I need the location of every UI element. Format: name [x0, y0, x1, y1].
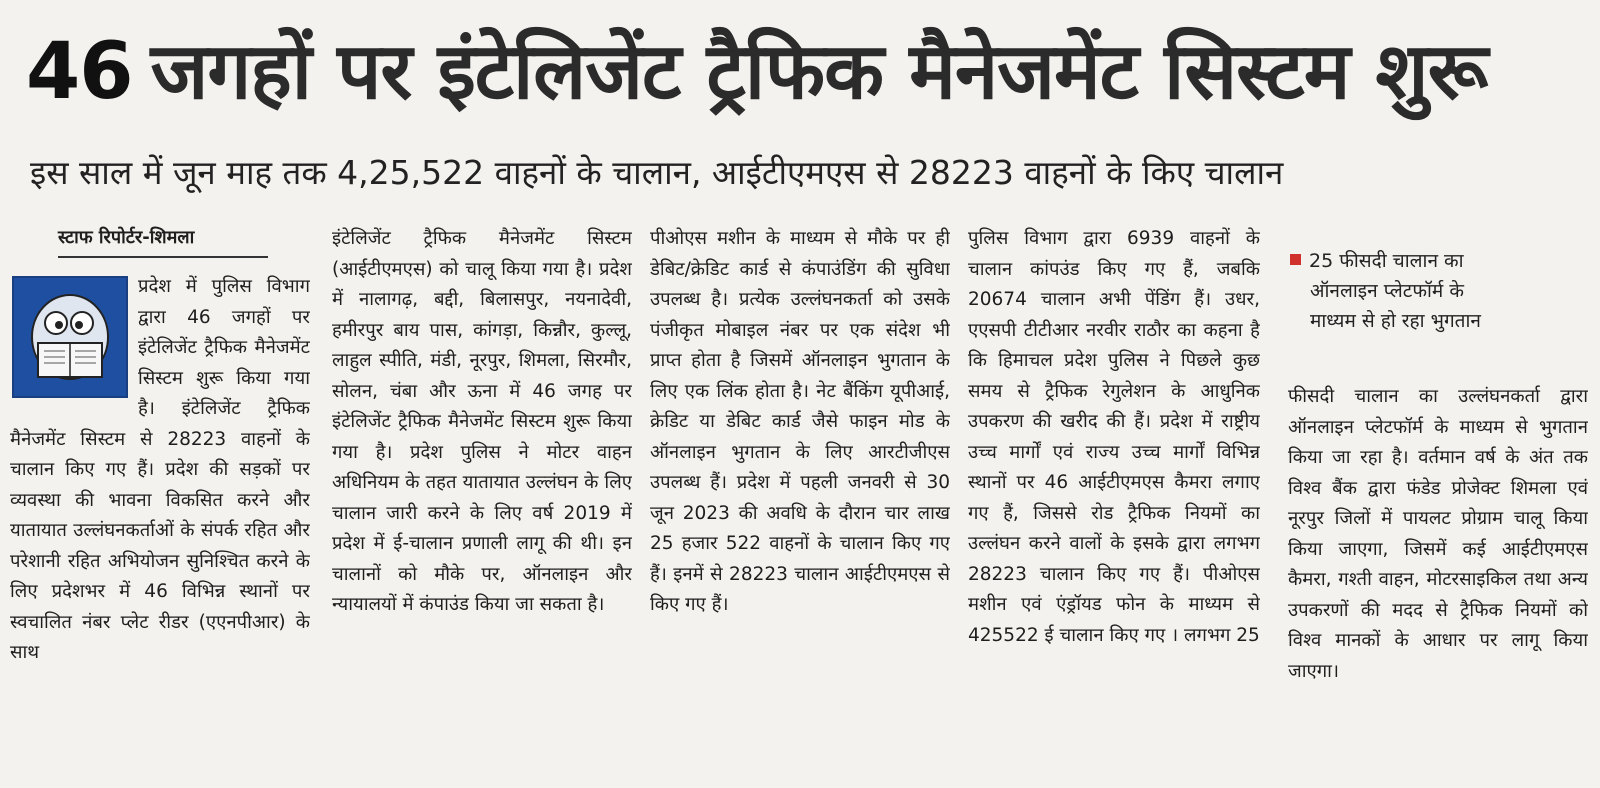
pull-quote-line-1 — [1290, 246, 1590, 276]
pull-quote — [1290, 246, 1590, 366]
byline: स्टाफ रिपोर्टर-शिमला — [58, 224, 268, 258]
pull-quote-line-2: ऑनलाइन प्लेटफॉर्म के — [1310, 280, 1464, 302]
mascot-graphic — [20, 285, 120, 389]
headline-text: जगहों पर इंटेलिजेंट ट्रैफिक मैनेजमेंट सिस्टम शुरू — [150, 27, 1488, 117]
headline — [26, 22, 1586, 132]
red-bullet-icon — [1290, 254, 1301, 265]
article-column-2: इंटेलिजेंट ट्रैफिक मैनेजमेंट सिस्टम (आईटीएमएस) को चालू किया गया है। प्रदेश में नालागढ़, बद्दी, बिलासपुर, नयनादेवी, हमीरपुर बाय पास, कांगड़ा, किन्नौर, कुल्लू, लाहुल स्पीति, मंडी, नूरपुर, शिमला, सिरमौर, सोलन, चंबा और ऊना में 46 जगह पर इंटेलिजेंट ट्रैफिक मैनेजमेंट सिस्टम शुरू किया गया है। प्रदेश पुलिस ने मोटर वाहन अधिनियम के तहत यातायात उल्लंघन के लिए चालान जारी करने के लिए वर्ष 2019 में प्रदेश में ई-चालान प्रणाली लागू की थी। इन चालानों को मौके पर, ऑनलाइन और न्यायालयों में कंपाउंड किया जा सकता है। — [332, 228, 632, 615]
column-1-text: प्रदेश में पुलिस विभाग द्वारा 46 जगहों पर इंटेलिजेंट ट्रैफिक मैनेजमेंट सिस्टम शुरू किया गया है। इंटेलिजेंट ट्रैफिक मैनेजमेंट सिस्टम से 28223 वाहनों के चालान किए गए हैं। प्रदेश की सड़कों पर व्यवस्था की भावना विकसित करने और यातायात उल्लंघनकर्ताओं के संपर्क रहित और परेशानी रहित अभियोजन सुनिश्चित करने के लिए प्रदेशभर में 46 विभिन्न स्थानों पर स्वचालित नंबर प्लेट रीडर (एएनपीआर) के साथ — [10, 276, 310, 663]
reading-newspaper-icon — [12, 276, 128, 398]
headline-number: 46 — [26, 27, 133, 117]
article-column-4: पुलिस विभाग द्वारा 6939 वाहनों के चालान कांपउंड किए गए हैं, जबकि 20674 चालान अभी पेंडिंग हैं। उधर, एएसपी टीटीआर नरवीर राठौर का कहना है कि हिमाचल प्रदेश पुलिस ने पिछले कुछ समय से ट्रैफिक रेगुलेशन के आधुनिक उपकरण की खरीद की हैं। प्रदेश में राष्ट्रीय उच्च मार्गों एवं राज्य उच्च मार्गों विभिन्न स्थानों पर 46 आईटीएमएस कैमरा लगाए गए हैं, जिससे रोड ट्रैफिक नियमों का उल्लंघन करने वालों के इसके द्वारा लगभग 28223 चालान किए गए हैं। पीओएस मशीन एवं एंड्रॉयड फोन के माध्यम से 425522 ई चालान किए गए । लगभग 25 — [968, 228, 1260, 646]
article-column-5: फीसदी चालान का उल्लंघनकर्ता द्वारा ऑनलाइन प्लेटफॉर्म के माध्यम से भुगतान किया जा रहा है। वर्तमान वर्ष के अंत तक विश्व बैंक द्वारा फंडेड प्रोजेक्ट शिमला एवं नूरपुर जिलों में पायलट प्रोग्राम चालू किया किया जाएगा, जिसमें कई आईटीएमएस कैमरा, गश्ती वाहन, मोटरसाइकिल तथा अन्य उपकरणों की मदद से ट्रैफिक नियमों को विश्व मानकों के आधार पर लागू किया जाएगा। — [1288, 386, 1588, 682]
article-column-1 — [10, 218, 310, 778]
subheadline: इस साल में जून माह तक 4,25,522 वाहनों के चालान, आईटीएमएस से 28223 वाहनों के किए चालान — [30, 153, 1284, 192]
pull-quote-line-1-text: 25 फीसदी चालान का — [1309, 250, 1464, 272]
article-column-3: पीओएस मशीन के माध्यम से मौके पर ही डेबिट/क्रेडिट कार्ड से कंपाउंडिंग की सुविधा उपलब्ध है। प्रत्येक उल्लंघनकर्ता को उसके पंजीकृत मोबाइल नंबर पर एक संदेश भी प्राप्त होता है जिसमें ऑनलाइन भुगतान के लिए एक लिंक होता है। नेट बैंकिंग यूपीआई, क्रेडिट या डेबिट कार्ड जैसे फाइन मोड के ऑनलाइन भुगतान के लिए आरटीजीएस उपलब्ध हैं। प्रदेश में पहली जनवरी से 30 जून 2023 की अवधि के दौरान चार लाख 25 हजार 522 वाहनों के चालान किए गए हैं। इनमें से 28223 चालान आईटीएमएस से किए गए हैं। — [650, 228, 950, 615]
pull-quote-line-3: माध्यम से हो रहा भुगतान — [1310, 310, 1481, 332]
